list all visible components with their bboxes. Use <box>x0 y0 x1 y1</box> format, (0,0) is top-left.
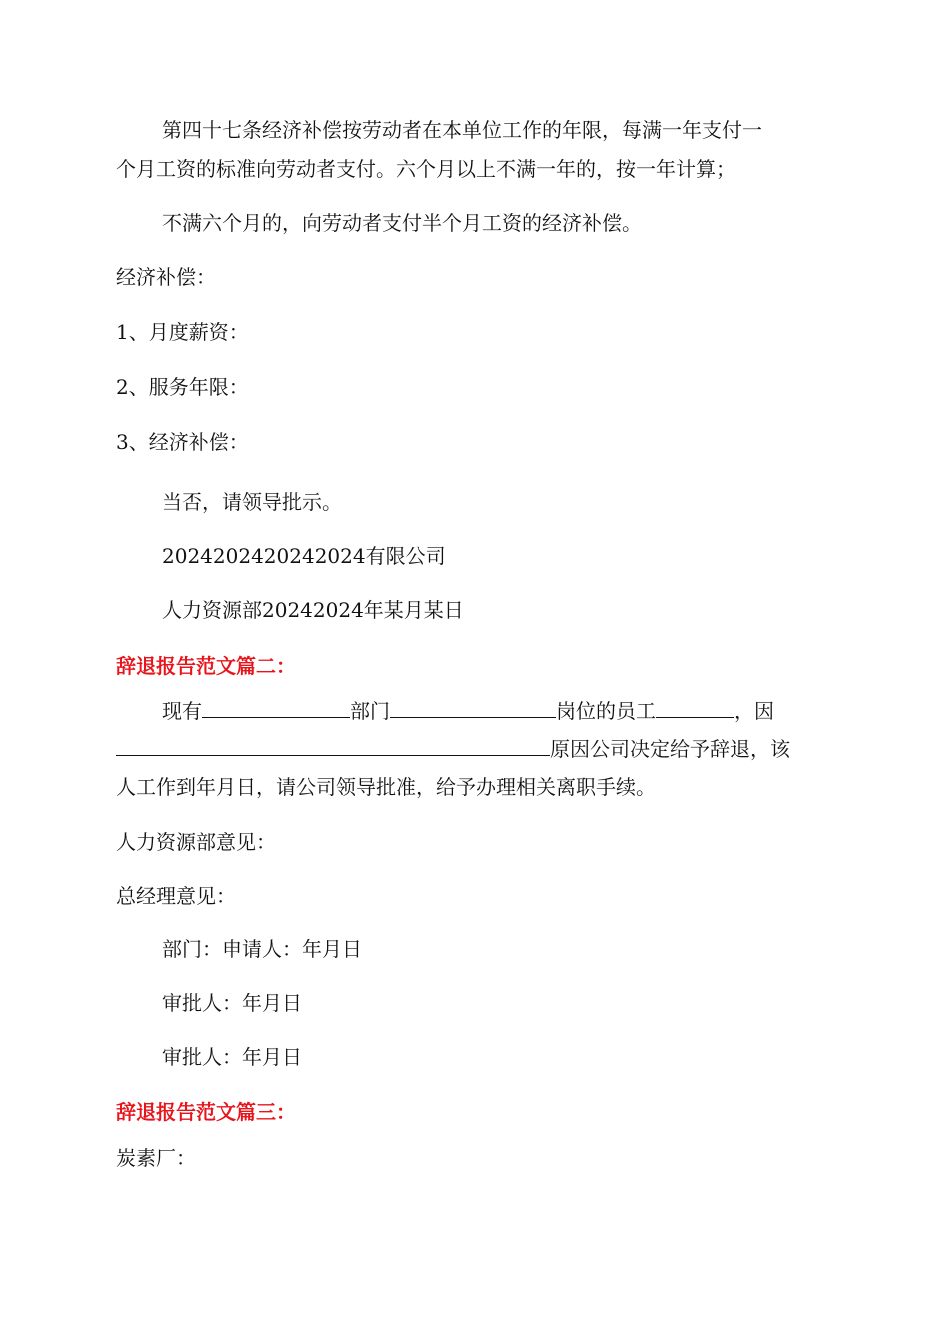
dismissal-line2 <box>116 735 790 763</box>
hr-opinion-label: 人力资源部意见： <box>116 830 276 854</box>
paragraph-under-six-months: 不满六个月的，向劳动者支付半个月工资的经济补偿。 <box>162 211 642 235</box>
addressee: 炭素厂： <box>116 1146 196 1170</box>
approver-line-1: 审批人：年月日 <box>162 991 302 1015</box>
dismissal-line1 <box>162 697 774 725</box>
gm-opinion-label: 总经理意见： <box>116 884 236 908</box>
item-monthly-salary: 1、月度薪资： <box>116 320 249 344</box>
text-present: 现有 <box>162 699 202 723</box>
blank-reason <box>116 737 550 756</box>
blank-post <box>390 699 556 718</box>
paragraph-article47-line1: 第四十七条经济补偿按劳动者在本单位工作的年限，每满一年支付一 <box>162 118 762 142</box>
paragraph-article47-line2: 个月工资的标准向劳动者支付。六个月以上不满一年的，按一年计算； <box>116 157 736 181</box>
dept-applicant-line: 部门：申请人：年月日 <box>162 937 362 961</box>
approver-line-2: 审批人：年月日 <box>162 1045 302 1069</box>
approval-request: 当否，请领导批示。 <box>162 490 342 514</box>
text-because: ，因 <box>734 699 774 723</box>
company-name: 2024202420242024有限公司 <box>162 544 446 568</box>
compensation-label: 经济补偿： <box>116 265 216 289</box>
text-reason: 原因公司决定给予辞退，该 <box>550 737 790 761</box>
text-post-employee: 岗位的员工 <box>556 699 656 723</box>
section-heading-part3: 辞退报告范文篇三： <box>116 1100 296 1124</box>
blank-department <box>202 699 350 718</box>
blank-employee <box>656 699 734 718</box>
item-economic-compensation: 3、经济补偿： <box>116 430 249 454</box>
section-heading-part2: 辞退报告范文篇二： <box>116 654 296 678</box>
item-service-years: 2、服务年限： <box>116 375 249 399</box>
hr-signoff-date: 人力资源部20242024年某月某日 <box>162 598 464 622</box>
text-department: 部门 <box>350 699 390 723</box>
dismissal-line3: 人工作到年月日，请公司领导批准，给予办理相关离职手续。 <box>116 775 656 799</box>
